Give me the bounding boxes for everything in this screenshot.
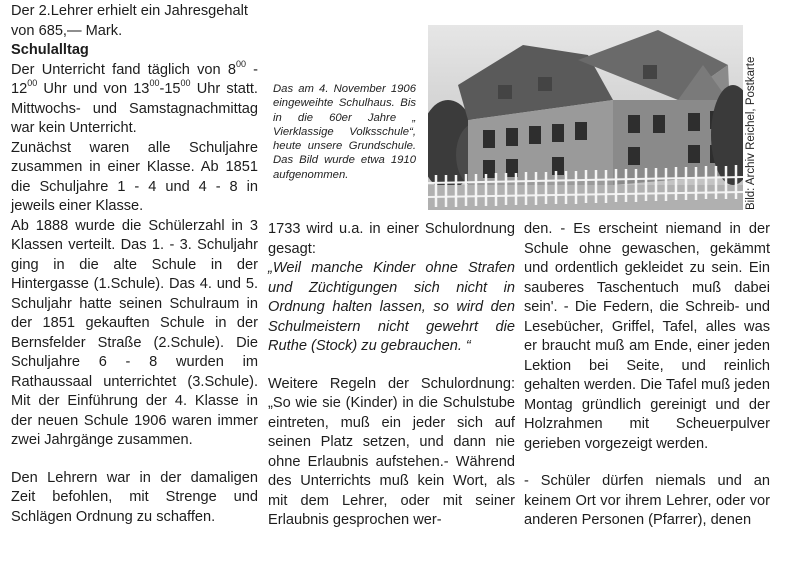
intro-line-2: von 685,— Mark. [11,22,123,39]
paragraph-schedule: Der Unterricht fand täglich von $8^{00} - 12^{00}$ Uhr und von $13^{00}-15^{00}$ Uhr statt. Mittwochs- und Samstagnachmittag war kein Unterricht. [11,58,258,136]
paragraph-discipline: Den Lehrern war in der damaligen Zeit befohlen, mit Strenge und Schlägen Ordnung zu schaffen. [11,469,258,525]
photo-credit: Bild: Archiv Reichel, Postkarte [745,56,757,210]
paragraph-classes-1888: Ab 1888 wurde die Schülerzahl in 3 Klassen verteilt. Das 1. - 3. Schuljahr ging in die alte Schule in der Hintergasse (1.Schule). Das 4. und 5. Schuljahr hatte seinen Schulraum in der 1851 gekauften Schule in der Bernsfelder Straße (2.Schule). Die Schuljahre 6 - 8 wurden im Rathaussaal unterrichtet (3.Schule). Mit der Einführung der 4. Klasse in der neuen Schule 1906 waren immer zwei Jahrgänge zusammen. [11,217,258,448]
text-column-2 [268,220,515,531]
paragraph-rules: Weitere Regeln der Schulordnung: „So wie sie (Kinder) in die Schulstube eintreten, muß ein jeder sich auf seinen Platz setzen, und dann nie ohne Erlaubnis aufstehen.- Während des Unterrichts muß kein Wort, als mit dem Lehrer, oder mit seiner Erlaubnis gesprochen wer- [268,375,515,528]
school-building-photo [428,25,743,210]
photo-caption: Das am 4. November 1906 eingeweihte Schulhaus. Bis in die 60er Jahre „ Vierklassige Volksschule“, heute unsere Grundschule. Das Bild wurde etwa 1910 aufgenommen. [273,83,416,181]
paragraph-pupils-conduct: - Schüler dürfen niemals und an keinem Ort vor ihrem Lehrer, oder vor anderen Personen (Pfarrer), denen [524,473,770,528]
section-heading: Schulalltag [11,42,89,58]
paragraph-classes-1851: Zunächst waren alle Schuljahre zusammen in einer Klasse. Ab 1851 die Schuljahre 1 - 4 und 4 - 8 in jeweils einer Klasse. [11,139,258,214]
intro-line-1: Der 2.Lehrer erhielt ein Jahresgehalt [11,3,248,19]
text-column-3 [524,220,770,531]
paragraph-rules-continued: den. - Es erscheint niemand in der Schule ohne gewaschen, gekämmt und ordentlich gekleidet zu sein. Ein sauberes Taschentuch muß dabei sein'. - Die Federn, die Schreib- und Lesebücher, Griffel, Tafel, alles was er braucht muß am Ende, einer jeden Lektion bei Seite, und reinlich gehalten werden. Die Tafel muß jeden Montag gründlich gereinigt und der Holzrahmen mit Scheuerpulver gerieben vorgezeigt werden. [524,221,770,452]
text-column-1 [11,2,258,527]
quote-ruthe: „Weil manche Kinder ohne Strafen und Züchtigungen sich nicht in Ordnung halten lassen, so wird den Schulmeistern nicht gewehrt die Ruthe (Stock) zu gebrauchen. “ [268,260,515,354]
paragraph-schulordnung-1733: 1733 wird u.a. in einer Schulordnung gesagt: [268,221,515,257]
